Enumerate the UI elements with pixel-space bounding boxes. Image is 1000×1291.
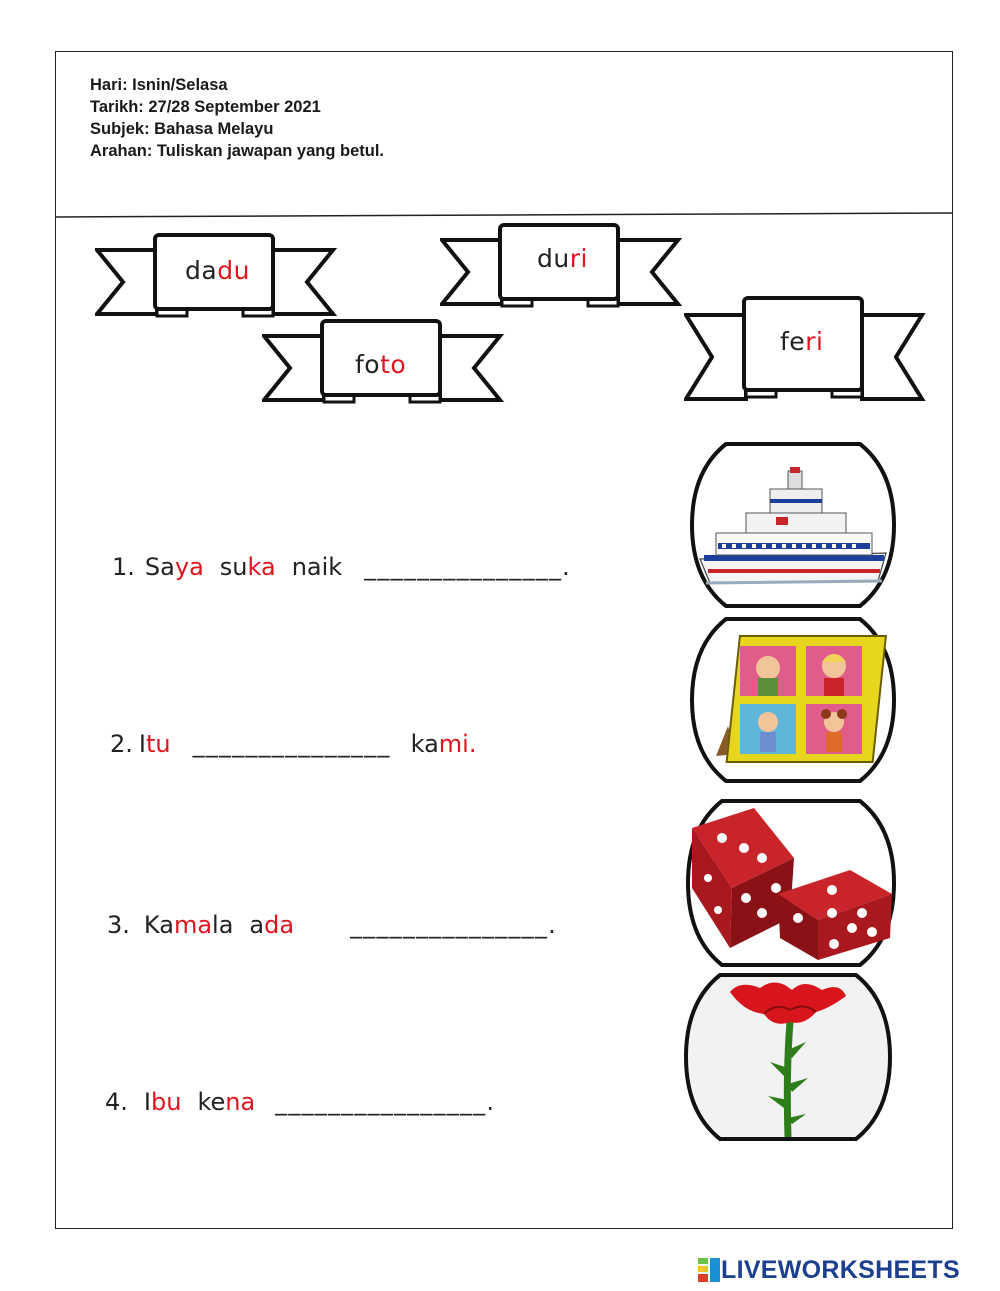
- header-subject: Subjek: Bahasa Melayu: [90, 120, 274, 138]
- ribbon-label-foto: foto: [355, 350, 407, 379]
- ribbon-label-duri: duri: [537, 244, 588, 273]
- worksheet-header: [90, 74, 384, 162]
- question-2: 2. Itu _______________ kami.: [110, 730, 477, 758]
- family-photo-frame-icon: [716, 636, 886, 762]
- dice-picture: [682, 798, 900, 968]
- header-day: Hari: Isnin/Selasa: [90, 76, 228, 94]
- ribbon-label-dadu: dadu: [185, 256, 250, 285]
- answer-blank-4[interactable]: ________________: [275, 1088, 487, 1116]
- question-4: 4. Ibu kena ________________.: [105, 1088, 495, 1116]
- ferry-picture: [686, 441, 900, 609]
- liveworksheets-logo: LIVEWORKSHEETS: [697, 1255, 960, 1285]
- header-date: Tarikh: 27/28 September 2021: [90, 98, 321, 116]
- thorny-flower-picture: [680, 972, 896, 1142]
- ribbon-label-feri: feri: [780, 327, 824, 356]
- question-3: 3. Kamala ada _______________.: [107, 911, 556, 939]
- photo-frame-picture: [686, 616, 900, 784]
- answer-blank-3[interactable]: _______________: [350, 911, 549, 939]
- answer-blank-2[interactable]: _______________: [192, 730, 391, 758]
- question-1: 1. Saya suka naik _______________.: [112, 553, 570, 581]
- answer-blank-1[interactable]: _______________: [364, 553, 563, 581]
- liveworksheets-logo-icon: [697, 1257, 721, 1283]
- header-instruction: Arahan: Tuliskan jawapan yang betul.: [90, 142, 385, 160]
